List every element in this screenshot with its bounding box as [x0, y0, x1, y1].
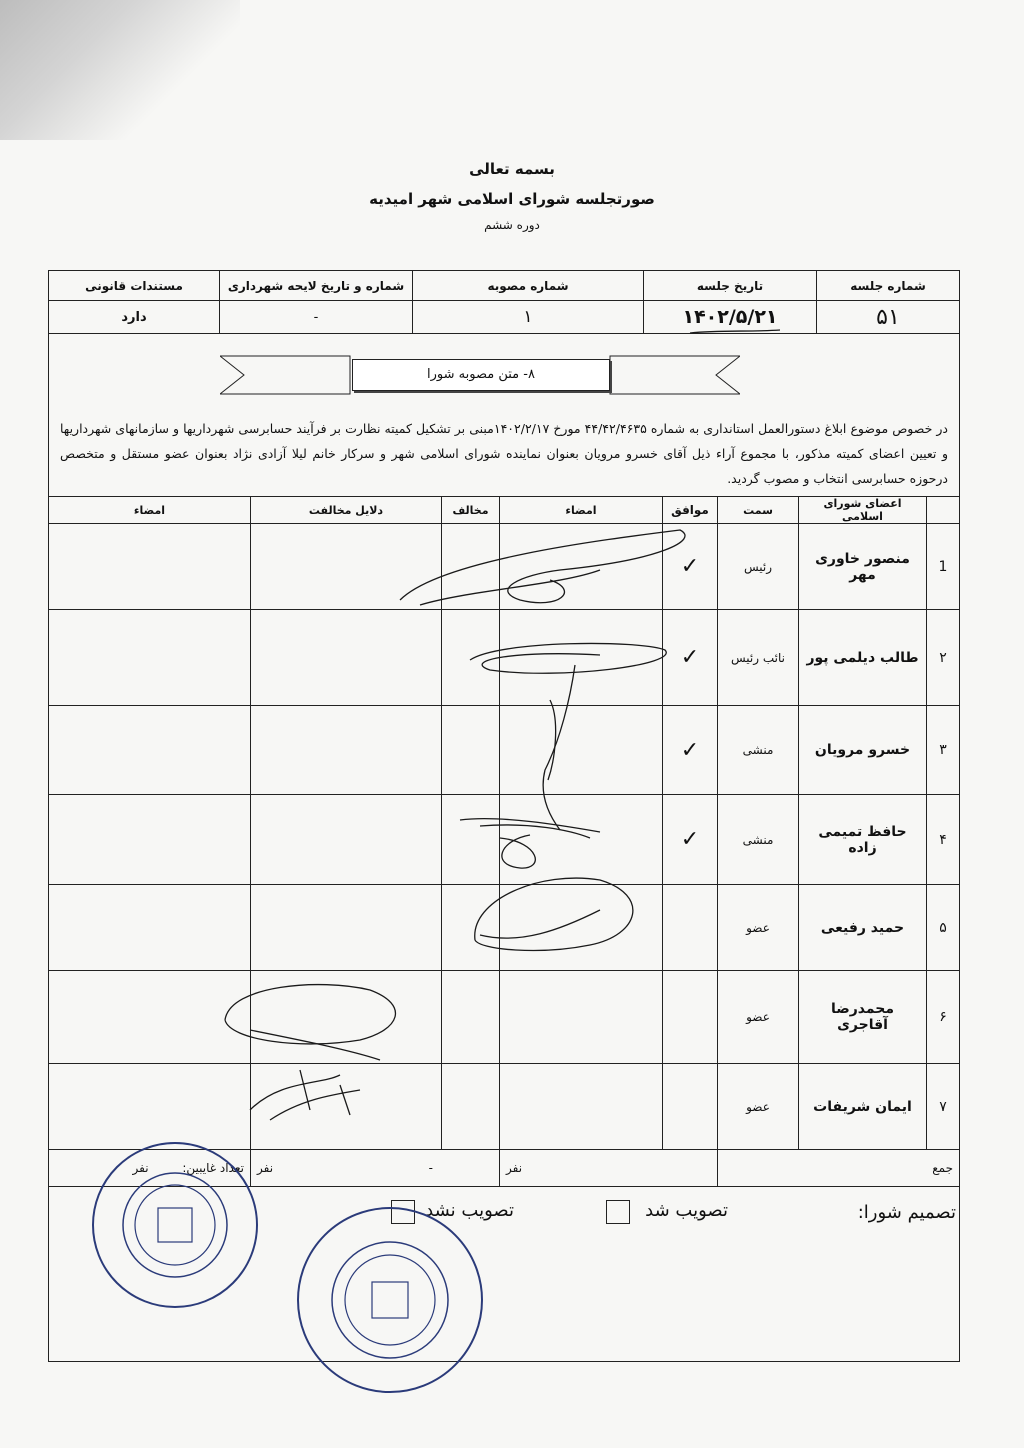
- document-header: [0, 160, 1024, 232]
- vote-num: ۶: [927, 971, 960, 1064]
- meta-value-resolution-no: ۱: [413, 301, 644, 334]
- agree-checkmark: [663, 1064, 718, 1150]
- signature2-cell: [49, 795, 251, 885]
- absent-unit: نفر: [132, 1161, 149, 1175]
- vote-row: [49, 610, 960, 706]
- member-role: عضو: [718, 971, 799, 1064]
- signature-cell: [500, 524, 663, 610]
- absent-label: تعداد غایبین:: [182, 1161, 244, 1175]
- reason-cell: [251, 706, 442, 795]
- signature2-cell: [49, 706, 251, 795]
- vote-row: [49, 971, 960, 1064]
- signature2-cell: [49, 971, 251, 1064]
- reason-cell: [251, 971, 442, 1064]
- reason-cell: [251, 1064, 442, 1150]
- member-name: ایمان شریفات: [799, 1064, 927, 1150]
- member-role: منشی: [718, 795, 799, 885]
- oppose-cell: [442, 795, 500, 885]
- vote-num: 1: [927, 524, 960, 610]
- absent-total: [49, 1150, 251, 1187]
- decision-label: تصمیم شورا:: [857, 1202, 956, 1223]
- signature-cell: [500, 795, 663, 885]
- meta-header-legal-docs: مستندات قانونی: [49, 271, 220, 301]
- vote-header-num: [927, 497, 960, 524]
- member-name: حمید رفیعی: [799, 885, 927, 971]
- signature-cell: [500, 610, 663, 706]
- signature2-cell: [49, 1064, 251, 1150]
- member-role: عضو: [718, 1064, 799, 1150]
- oppose-cell: [442, 610, 500, 706]
- vote-header-row: [49, 497, 960, 524]
- oppose-cell: [442, 885, 500, 971]
- reason-cell: [251, 795, 442, 885]
- agree-checkmark: [663, 885, 718, 971]
- vote-num: ۷: [927, 1064, 960, 1150]
- vote-header-sign: امضاء: [500, 497, 663, 524]
- vote-total-row: [49, 1150, 960, 1187]
- member-name: حافظ تمیمی زاده: [799, 795, 927, 885]
- signature-cell: [500, 706, 663, 795]
- council-term: دوره ششم: [484, 218, 540, 232]
- vote-header-role: سمت: [718, 497, 799, 524]
- meta-header-row: [49, 271, 960, 301]
- resolution-body: در خصوص موضوع ابلاغ دستورالعمل استانداری به شماره ۴۴/۴۲/۴۶۳۵ مورخ ۱۴۰۲/۲/۱۷مبنی بر تشکیل کمیته نظارت بر فرآیند حسابرسی شهرداریها و سازمانهای شهرداریها و تعیین اعضای کمیته مذکور، با مجموع آراء ذیل آقای خسرو مرویان بعنوان نماینده شورای اسلامی شهر و سرکار خانم لیلا آزادی نژاد بعنوان عضو مستقل و متخصص درحوزه حسابرسی انتخاب و مصوب گردید.: [60, 421, 948, 486]
- oppose-cell: [442, 706, 500, 795]
- member-role: نائب رئیس: [718, 610, 799, 706]
- rejected-checkbox[interactable]: [391, 1200, 415, 1224]
- scan-corner-shadow: [0, 0, 240, 140]
- approved-checkbox[interactable]: [606, 1200, 630, 1224]
- member-name: منصور خاوری مهر: [799, 524, 927, 610]
- vote-header-reason: دلایل مخالفت: [251, 497, 442, 524]
- vote-row: [49, 706, 960, 795]
- reason-cell: [251, 610, 442, 706]
- reason-cell: [251, 885, 442, 971]
- meta-value-row: [49, 301, 960, 334]
- meta-value-session-no: ۵۱: [817, 301, 960, 334]
- member-role: رئیس: [718, 524, 799, 610]
- document-title: صورتجلسه شورای اسلامی شهر امیدیه: [369, 190, 655, 208]
- member-name: خسرو مرویان: [799, 706, 927, 795]
- meta-value-legal-docs: دارد: [49, 301, 220, 334]
- meta-header-resolution-no: شماره مصوبه: [413, 271, 644, 301]
- total-label: جمع: [718, 1150, 960, 1187]
- oppose-total-value: -: [428, 1161, 433, 1175]
- vote-row: [49, 885, 960, 971]
- vote-row: [49, 1064, 960, 1150]
- agree-checkmark: ✓: [663, 795, 718, 885]
- meta-header-session-no: شماره جلسه: [817, 271, 960, 301]
- meta-value-session-date: ۱۴۰۲/۵/۲۱: [644, 301, 817, 334]
- approved-label: تصویب شد: [645, 1200, 728, 1221]
- agree-checkmark: ✓: [663, 524, 718, 610]
- signature-cell: [500, 885, 663, 971]
- member-role: عضو: [718, 885, 799, 971]
- vote-row: [49, 524, 960, 610]
- oppose-cell: [442, 1064, 500, 1150]
- meta-header-session-date: تاریخ جلسه: [644, 271, 817, 301]
- session-meta-table: [48, 270, 960, 334]
- signature2-cell: [49, 885, 251, 971]
- vote-header-member: اعضای شورای اسلامی: [799, 497, 927, 524]
- agree-checkmark: [663, 971, 718, 1064]
- member-name: محمدرضا آقاجری: [799, 971, 927, 1064]
- vote-num: ۳: [927, 706, 960, 795]
- vote-num: ۲: [927, 610, 960, 706]
- oppose-total: [251, 1150, 500, 1187]
- meta-value-bill-no: -: [220, 301, 413, 334]
- oppose-total-unit: نفر: [257, 1161, 274, 1175]
- signature2-cell: [49, 610, 251, 706]
- signature-cell: [500, 971, 663, 1064]
- council-decision: [60, 1196, 960, 1236]
- signature-cell: [500, 1064, 663, 1150]
- reason-cell: [251, 524, 442, 610]
- agree-checkmark: ✓: [663, 610, 718, 706]
- meta-header-bill-no: شماره و تاریخ لایحه شهرداری: [220, 271, 413, 301]
- oppose-cell: [442, 971, 500, 1064]
- rejected-label: تصویب نشد: [425, 1200, 514, 1221]
- resolution-text-heading: ۸- متن مصوبه شورا: [352, 359, 610, 391]
- signature2-cell: [49, 524, 251, 610]
- agree-checkmark: ✓: [663, 706, 718, 795]
- vote-header-agree: موافق: [663, 497, 718, 524]
- vote-num: ۴: [927, 795, 960, 885]
- vote-table: [48, 496, 960, 1187]
- vote-row: [49, 795, 960, 885]
- oppose-cell: [442, 524, 500, 610]
- member-role: منشی: [718, 706, 799, 795]
- vote-header-sign2: امضاء: [49, 497, 251, 524]
- basmala-line: بسمه تعالی: [469, 160, 555, 178]
- agree-total-unit: نفر: [500, 1150, 718, 1187]
- member-name: طالب دیلمی پور: [799, 610, 927, 706]
- vote-header-oppose: مخالف: [442, 497, 500, 524]
- vote-num: ۵: [927, 885, 960, 971]
